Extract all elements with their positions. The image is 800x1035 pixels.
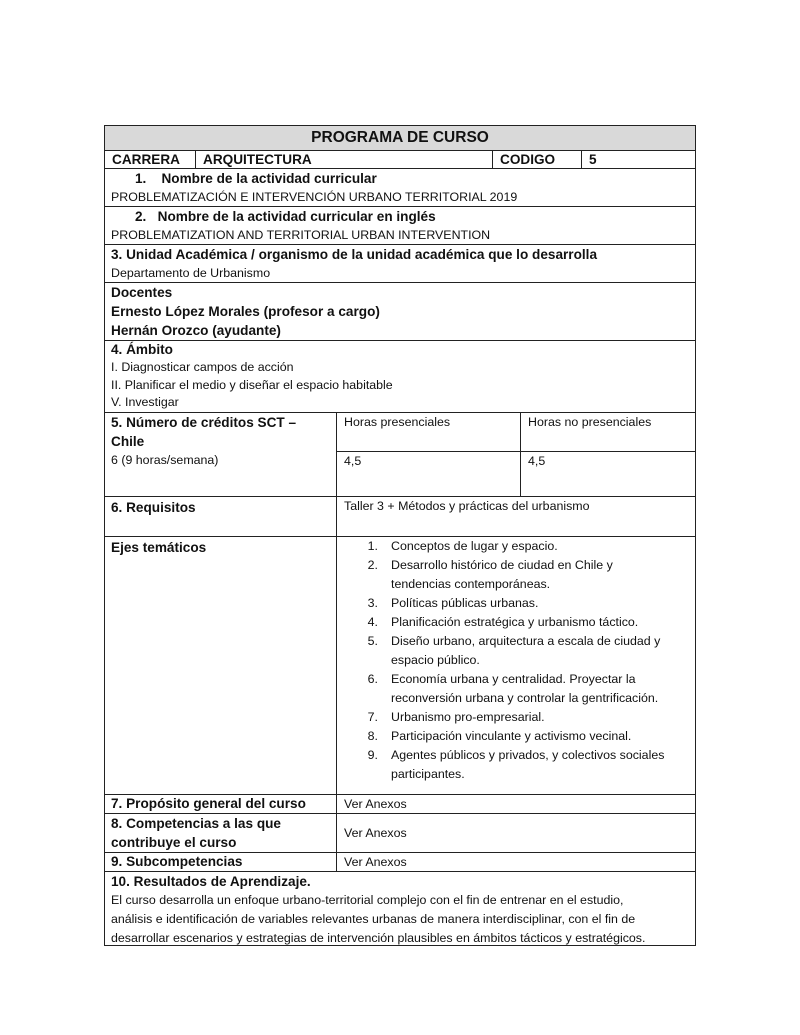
eje-text: Economía urbana y centralidad. Proyectar la [391, 672, 636, 686]
section-2-value: PROBLEMATIZATION AND TERRITORIAL URBAN INTERVENTION [111, 228, 491, 242]
eje-text: Políticas públicas urbanas. [391, 596, 539, 610]
section-6-value: Taller 3 + Métodos y prácticas del urbanismo [336, 497, 695, 536]
section-10-heading: 10. Resultados de Aprendizaje. [111, 874, 311, 889]
eje-text: Urbanismo pro-empresarial. [391, 710, 545, 724]
eje-text: Planificación estratégica y urbanismo táctico. [391, 615, 639, 629]
eje-number: 4. [367, 615, 378, 629]
horas-no-presenciales-value: 4,5 [520, 452, 695, 496]
eje-item [337, 746, 695, 784]
section-8 [105, 813, 695, 852]
eje-text: espacio público. [391, 653, 480, 667]
docentes-heading: Docentes [111, 285, 173, 300]
eje-item [337, 632, 695, 670]
eje-number: 3. [367, 596, 378, 610]
eje-item [337, 670, 695, 708]
eje-text: Agentes públicos y privados, y colectivos sociales [391, 748, 665, 762]
section-3-heading: 3. Unidad Académica / organismo de la unidad académica que lo desarrolla [111, 247, 598, 262]
eje-text: reconversión urbana y controlar la gentrificación. [391, 691, 659, 705]
ejes-list-cell [336, 537, 695, 794]
section-9-heading: 9. Subcompetencias [111, 854, 243, 869]
ejes-section [105, 536, 695, 794]
creditos-cell [105, 413, 336, 496]
docentes-section [105, 282, 695, 340]
horas-no-presenciales-label: Horas no presenciales [520, 413, 695, 452]
eje-number: 1. [367, 539, 378, 553]
section-10 [105, 871, 695, 945]
horas-presenciales-value: 4,5 [336, 452, 520, 496]
eje-text: tendencias contemporáneas. [391, 577, 551, 591]
section-5 [105, 412, 695, 496]
ambito-item: II. Planificar el medio y diseñar el espacio habitable [111, 377, 393, 392]
section-5-value: 6 (9 horas/semana) [111, 453, 219, 467]
section-4-heading: 4. Ámbito [111, 342, 173, 357]
section-7 [105, 794, 695, 813]
eje-number: 2. [367, 558, 378, 572]
section-3 [105, 244, 695, 282]
eje-item [337, 594, 695, 613]
ejes-list [337, 537, 695, 784]
eje-text: Desarrollo histórico de ciudad en Chile y [391, 558, 613, 572]
section-10-text: análisis e identificación de variables relevantes urbanas de manera interdisciplinar, con el fin de [111, 912, 636, 926]
eje-number: 5. [367, 634, 378, 648]
eje-text: Diseño urbano, arquitectura a escala de ciudad y [391, 634, 661, 648]
section-10-text: desarrollar escenarios y estrategias de intervención plausibles en ámbitos tácticos y estratégicos. [111, 931, 646, 945]
carrera-value: ARQUITECTURA [195, 151, 492, 168]
codigo-label: CODIGO [492, 151, 581, 168]
eje-number: 7. [367, 710, 378, 724]
docente-name: Hernán Orozco (ayudante) [111, 323, 281, 338]
eje-item [337, 613, 695, 632]
ambito-item: V. Investigar [111, 395, 179, 409]
eje-text: Participación vinculante y activismo vecinal. [391, 729, 632, 743]
section-8-heading-cont: contribuye el curso [111, 835, 237, 850]
section-2 [105, 206, 695, 244]
ejes-heading: Ejes temáticos [111, 540, 207, 555]
section-7-value: Ver Anexos [336, 795, 695, 813]
eje-number: 8. [367, 729, 378, 743]
section-8-heading: 8. Competencias a las que [111, 816, 281, 831]
carrera-label: CARRERA [112, 152, 180, 167]
section-6 [105, 496, 695, 536]
horas-presenciales-label: Horas presenciales [336, 413, 520, 452]
eje-item [337, 537, 695, 556]
codigo-value: 5 [581, 151, 695, 168]
eje-text: participantes. [391, 767, 465, 781]
eje-item [337, 708, 695, 727]
eje-item [337, 556, 695, 594]
section-5-heading: 5. Número de créditos SCT – [111, 415, 297, 430]
section-10-text: El curso desarrolla un enfoque urbano-territorial complejo con el fin de entrenar en el estudio, [111, 893, 624, 907]
section-8-heading-cell [105, 814, 336, 852]
section-6-heading: 6. Requisitos [111, 500, 196, 515]
eje-number: 9. [367, 748, 378, 762]
section-8-value: Ver Anexos [336, 814, 695, 852]
section-1 [105, 168, 695, 206]
course-program-table [104, 125, 696, 946]
section-1-value: PROBLEMATIZACIÓN E INTERVENCIÓN URBANO TERRITORIAL 2019 [111, 190, 518, 204]
section-1-heading: 1. Nombre de la actividad curricular [135, 171, 377, 186]
document-title: PROGRAMA DE CURSO [105, 126, 695, 150]
docente-name: Ernesto López Morales (profesor a cargo) [111, 304, 380, 319]
carrera-row [105, 150, 695, 168]
eje-number: 6. [367, 672, 378, 686]
section-4 [105, 340, 695, 412]
section-2-heading: 2. Nombre de la actividad curricular en inglés [135, 209, 436, 224]
section-5-heading-cont: Chile [111, 434, 145, 449]
eje-text: Conceptos de lugar y espacio. [391, 539, 558, 553]
ambito-item: I. Diagnosticar campos de acción [111, 360, 294, 374]
section-7-heading: 7. Propósito general del curso [111, 796, 306, 811]
section-3-value: Departamento de Urbanismo [111, 266, 271, 280]
eje-item [337, 727, 695, 746]
section-9 [105, 852, 695, 871]
section-9-value: Ver Anexos [336, 853, 695, 871]
